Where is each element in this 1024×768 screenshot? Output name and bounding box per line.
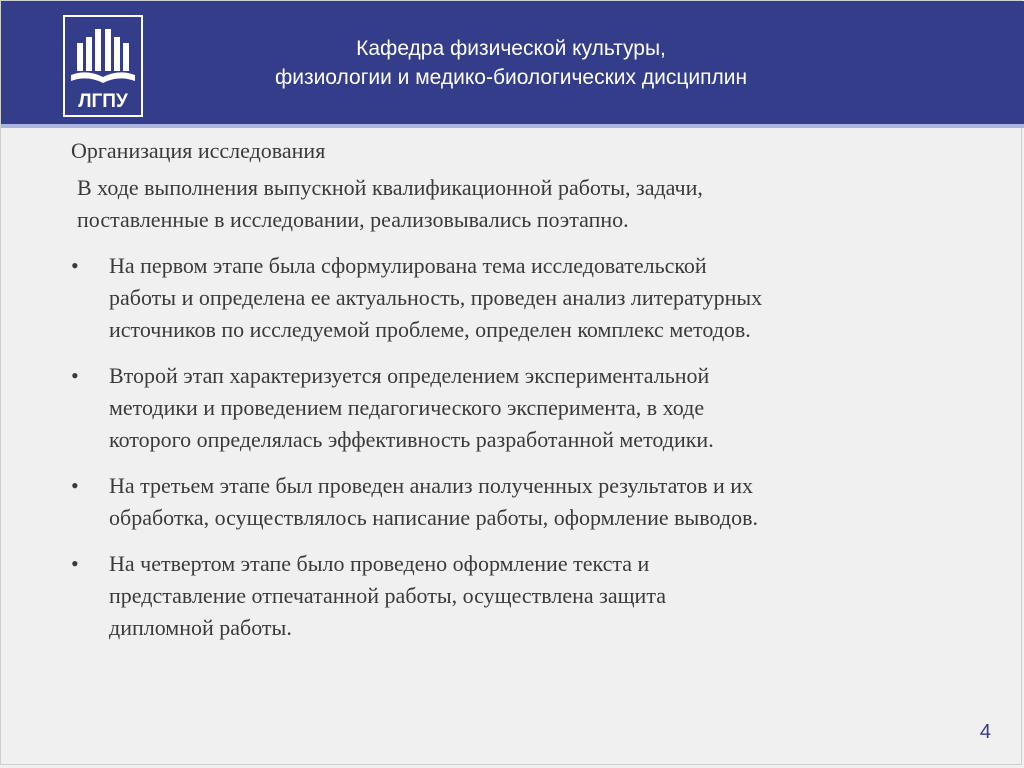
bullet-icon: • [71,551,79,576]
stage-text-line: представление отпечатанной работы, осуществлена защита [109,583,666,608]
stage-text-line: обработка, осуществлялось написание работы, оформление выводов. [109,505,758,530]
svg-text:ЛГПУ: ЛГПУ [78,91,128,112]
department-title [171,34,851,92]
stage-item-4 [71,548,971,644]
stage-item-2 [71,360,971,456]
stage-text-line: дипломной работы. [109,615,292,640]
university-logo [63,15,143,117]
stage-text-line: Второй этап характеризуется определением экспериментальной [109,363,710,388]
intro-line: В ходе выполнения выпускной квалификационной работы, задачи, [77,175,703,200]
bullet-icon: • [71,253,79,278]
page-number: 4 [979,721,991,743]
section-title: Организация исследования [71,138,326,163]
bullet-icon: • [71,363,79,388]
stage-text-line: На четвертом этапе было проведено оформление текста и [109,551,650,576]
stage-text-line: которого определялась эффективность разработанной методики. [109,427,714,452]
stage-text-line: На третьем этапе был проведен анализ полученных результатов и их [109,473,754,498]
stage-text-line: На первом этапе была сформулирована тема исследовательской [109,253,707,278]
intro-line: поставленные в исследовании, реализовывались поэтапно. [77,207,629,232]
slide-content [1,128,1024,768]
stage-item-1 [71,250,971,346]
stage-list [71,250,971,658]
stage-item-3 [71,470,971,534]
bullet-icon: • [71,473,79,498]
stage-text-line: методики и проведением педагогического эксперимента, в ходе [109,395,705,420]
slide-header [1,1,1024,128]
intro-paragraph [77,172,957,236]
university-logo-icon [63,15,143,117]
stage-text-line: источников по исследуемой проблеме, определен комплекс методов. [109,317,751,342]
department-title-line: Кафедра физической культуры, [356,37,666,60]
department-title-line: физиологии и медико-биологических дисциплин [274,66,748,89]
stage-text-line: работы и определена ее актуальность, проведен анализ литературных [109,285,763,310]
